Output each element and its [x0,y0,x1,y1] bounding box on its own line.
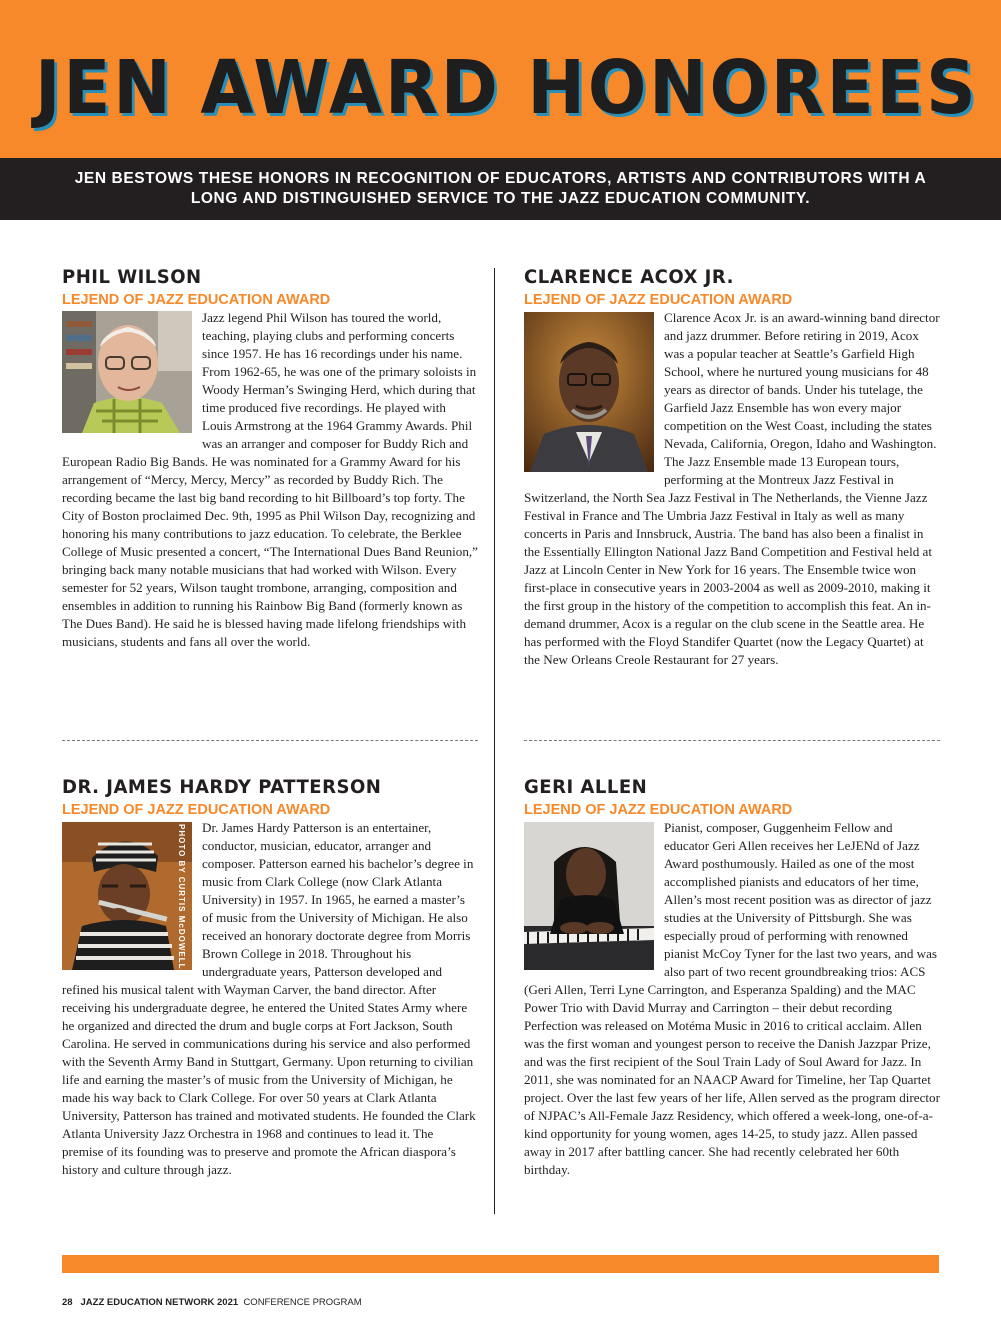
footer-bar [62,1255,939,1273]
honoree-name: PHIL WILSON [62,266,202,288]
honoree-bio: Clarence Acox Jr. is an award-winning band director and jazz drummer. Before retiring in 2019, Acox was a popular teacher at Seattle’s Garfield High School, where he nurtured young musicians for 48 years as director of bands. Under his tutelage, the Garfield Jazz Ensemble has won every major competition on the West Coast, including the states Nevada, California, Oregon, Idaho and Washington. The Jazz Ensemble made 13 European tours, performing at the Montreux Jazz Festival in Switzerland, the North Sea Jazz Festival in The Netherlands, the Vienne Jazz Festival in France and The Umbria Jazz Festival in Italy as well as many concerts in Paris and Innsbruck, Austria. The band has also been a finalist in the Essentially Ellington National Jazz Band Competition and Festival held at Jazz at Lincoln Center in New York for 16 years. The Ensemble twice won first-place in consecutive years in 2003-2004 as well as 2009-2010, making it the first group in the history of the competition to accomplish this feat. An in-demand drummer, Acox is a regular on the club scene in the Seattle area. He has performed with the Floyd Standifer Quartet (now the Legacy Quartet) at the New Orleans Creole Restaurant for 27 years. [524,310,940,667]
honoree-geri-allen [524,776,940,1179]
page-title: JEN AWARD HONOREES [35,45,979,131]
subtitle-line-2: LONG AND DISTINGUISHED SERVICE TO THE JAZZ EDUCATION COMMUNITY. [190,190,811,207]
honoree-name: CLARENCE ACOX JR. [524,266,734,288]
award-title: LEJEND OF JAZZ EDUCATION AWARD [62,292,331,308]
section-divider [524,740,940,741]
honoree-bio: Pianist, composer, Guggenheim Fellow and educator Geri Allen receives her LeJENd of Jazz Award posthumously. Hailed as one of the most accomplished pianists and educators of her time, Allen’s most recent position was as director of jazz studies at the University of Pittsburgh. She was especially proud of performing with renowned pianist McCoy Tyner for the last two years, and was also part of two recent groundbreaking trios: ACS (Geri Allen, Terri Lyne Carrington, and Esperanza Spalding) and the MAC Power Trio with David Murray and Carrington – their debut recording Perfection was released on Motéma Music in 2016 to critical acclaim. Allen was the first woman and youngest person to receive the Danish Jazzpar Prize, and was the first recipient of the Soul Train Lady of Soul Award for Jazz. In 2011, she was nominated for an NAACP Award for Timeline, her Tap Quartet project. Over the last few years of her life, Allen served as the program director of NJPAC’s All-Female Jazz Residency, which offered a week-long, one-of-a-kind opportunity for young women, ages 14-25, to study jazz. Allen passed away in 2017 after battling cancer. She had recently celebrated her 60th birthday. [524,820,940,1177]
page-subtitle [30,169,971,209]
page-number: 28 [62,1297,73,1308]
award-title: LEJEND OF JAZZ EDUCATION AWARD [524,802,793,818]
subtitle-line-1: JEN BESTOWS THESE HONORS IN RECOGNITION OF EDUCATORS, ARTISTS AND CONTRIBUTORS WITH A [74,170,927,187]
page-footer [62,1297,362,1308]
honoree-name: DR. JAMES HARDY PATTERSON [62,776,382,798]
photo-geri-allen [524,822,654,970]
honoree-bio: PHOTO BY CURTIS McDOWELL Dr. James Hardy Patterson is an entertainer, conductor, musician, educator, arranger and composer. Patterson earned his bachelor’s degree in music from Clark College (now Clark Atlanta University) in 1957. In 1965, he earned a master’s of music from the University of Michigan. He also received an honorary doctorate degree from Morris Brown College in 2018. Throughout his undergraduate years, Patterson developed and refined his musical talent with Wayman Carver, the band director. After receiving his undergraduate degree, he entered the United States Army where he organized and directed the drum and bugle corps at Fort Jackson, South Carolina. He served in communications during his service and also performed with the Seventh Army Band in Stuttgart, Germany. Upon returning to civilian life and earning the master’s of music from the University of Michigan, he made his way back to Clark College. For over 50 years at Clark Atlanta University, Patterson has trained and motivated students. He founded the Clark Atlanta University Jazz Orchestra in 1968 and continues to lead it. The premise of its founding was to preserve and promote the African diaspora’s history and culture through jazz. [62,820,476,1177]
photo-james-hardy-patterson [62,822,192,970]
column-divider [494,268,495,1214]
section-name: CONFERENCE PROGRAM [243,1297,362,1308]
award-title: LEJEND OF JAZZ EDUCATION AWARD [524,292,793,308]
honoree-name: GERI ALLEN [524,776,648,798]
honoree-bio: Jazz legend Phil Wilson has toured the world, teaching, playing clubs and performing concerts since 1957. He has 16 recordings under his name. From 1962-65, he was one of the primary soloists in Woody Herman’s Swinging Herd, which during that time produced five recordings. He played with Louis Armstrong at the 1964 Grammy Awards. Phil was an arranger and composer for Buddy Rich and European Radio Big Bands. He was nominated for a Grammy Award for his arrangement of “Mercy, Mercy, Mercy” as recorded by Buddy Rich. The recording became the last big band recording to hit Billboard’s top forty. The City of Boston proclaimed Dec. 9th, 1995 as Phil Wilson Day, recognizing and honoring his many contributions to jazz education. To celebrate, the Berklee College of Music presented a concert, “The International Dues Band Reunion,” bringing back many notable musicians that had worked with Wilson. Every semester for 52 years, Wilson taught trombone, arranging, composition and ensembles in addition to running his Rainbow Big Band (formerly known as The Dues Band). He said he is blessed having made lifelong friendships with musicians, students and fans all over the world. [62,310,478,649]
publication-name: JAZZ EDUCATION NETWORK 2021 [80,1297,239,1308]
section-divider [62,740,478,741]
photo-clarence-acox [524,312,654,472]
honoree-clarence-acox [524,266,940,669]
photo-credit: PHOTO BY CURTIS McDOWELL [177,824,186,970]
honoree-james-hardy-patterson [62,776,478,1179]
photo-phil-wilson [62,311,192,433]
award-title: LEJEND OF JAZZ EDUCATION AWARD [62,802,331,818]
honoree-phil-wilson [62,266,478,651]
